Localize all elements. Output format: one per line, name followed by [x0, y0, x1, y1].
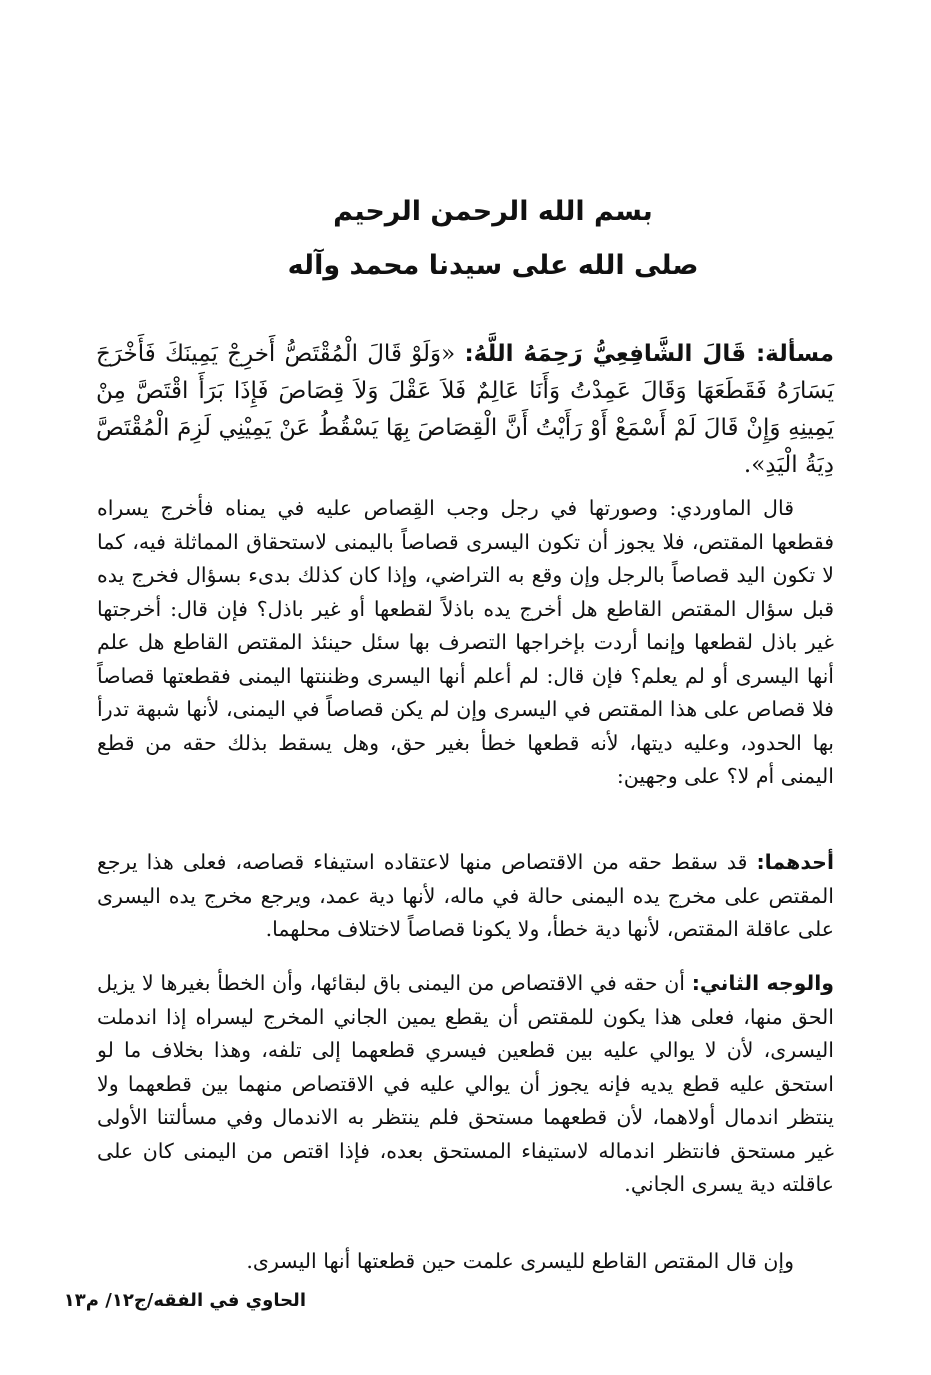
- basmala-heading: بسم الله الرحمن الرحيم: [333, 196, 653, 227]
- paragraph-closing: وإن قال المقتص القاطع لليسرى علمت حين قطعتها أنها اليسرى.: [246, 1249, 794, 1273]
- paragraph-first-view: [97, 846, 834, 947]
- quote-text: «وَلَوْ قَالَ الْمُقْتَصُّ أَخرِجْ يَمِينَكَ فَأَخْرَجَ يَسَارَهُ فَقَطَعَهَا وَقَالَ عَمِدْتُ وَأَنَا عَالِمٌ فَلاَ عَقْلَ وَلاَ قِصَاصَ فَإِذَا بَرَأَ اقْتَصَّ مِنْ يَمِينِهِ وَإِنْ قَالَ لَمْ أَسْمَعْ أَوْ رَأَيْتُ أَنَّ الْقِصَاصَ بِهَا يَسْقُطُ عَنْ يَمِيْنِي لَزِمَ الْمُقْتَصَّ دِيَةُ الْيَدِ».: [96, 341, 834, 478]
- page-footer-signature: الحاوي في الفقه/ج١٢/ م١٣: [63, 1290, 306, 1311]
- quote-lead: مسألة: قَالَ الشَّافِعِيُّ رَحِمَهُ اللَّهُ:: [464, 341, 835, 367]
- second-view-label: والوجه الثاني:: [691, 971, 834, 995]
- paragraph-second-view: [97, 967, 834, 1202]
- salutation-heading: صلى الله على سيدنا محمد وآله: [287, 250, 699, 281]
- first-view-text: قد سقط حقه من الاقتصاص منها لاعتقاده استيفاء قصاصه، فعلى هذا يرجع المقتص على مخرج يده اليمنى حالة في ماله، لأنها دية عمد، ويرجع مخرج يده اليسرى على عاقلة المقتص، لأنها دية خطأ، ولا يكونا قصاصاً لاختلاف محلهما.: [97, 850, 834, 941]
- shafii-quote-block: [96, 336, 834, 484]
- first-view-label: أحدهما:: [756, 850, 834, 874]
- second-view-text: أن حقه في الاقتصاص من اليمنى باق لبقائها، وأن الخطأ بغيرها لا يزيل الحق منها، فعلى هذا يكون للمقتص أن يقطع يمين الجاني المخرج ليسراه إذا اندملت اليسرى، لأن لا يوالي عليه بين قطعين فيسري قطعهما إلى تلفه، وهذا بخلاف ما لو استحق عليه قطع يديه فإنه يجوز أن يوالي عليه في الاقتصاص منهما بين قطعهما ولا ينتظر اندمال أولاهما، لأن قطعهما مستحق فلم ينتظر به الاندمال وفي مسألتنا الأولى غير مستحق فانتظر اندماله لاستيفاء المستحق بعده، فإذا اقتص من اليمنى كان على عاقلته دية يسرى الجاني.: [97, 971, 834, 1196]
- paragraph-mawardi: قال الماوردي: وصورتها في رجل وجب القِصاص عليه في يمناه فأخرج يسراه فقطعها المقتص، فلا يجوز أن تكون اليسرى قصاصاً باليمنى لاستحقاق المماثلة فيه، كما لا تكون اليد قصاصاً بالرجل وإن وقع به التراضي، وإذا كان كذلك بدىء بسؤال فخرج يده قبل سؤال المقتص القاطع هل أخرج يده باذلاً لقطعها أو غير باذل؟ فإن قال: أخرجتها غير باذل لقطعها وإنما أردت بإخراجها التصرف بها سئل حينئذ المقتص القاطع هل علم أنها اليسرى أو لم يعلم؟ فإن قال: لم أعلم أنها اليسرى وظننتها اليمنى فقطعتها قصاصاً فلا قصاص على هذا المقتص في اليسرى وإن لم يكن قصاصاً في اليمنى، لأنها شبهة تدرأ بها الحدود، وعليه ديتها، لأنه قطعها خطأ بغير حق، وهل يسقط بذلك حقه من قطع اليمنى أم لا؟ على وجهين:: [97, 496, 834, 788]
